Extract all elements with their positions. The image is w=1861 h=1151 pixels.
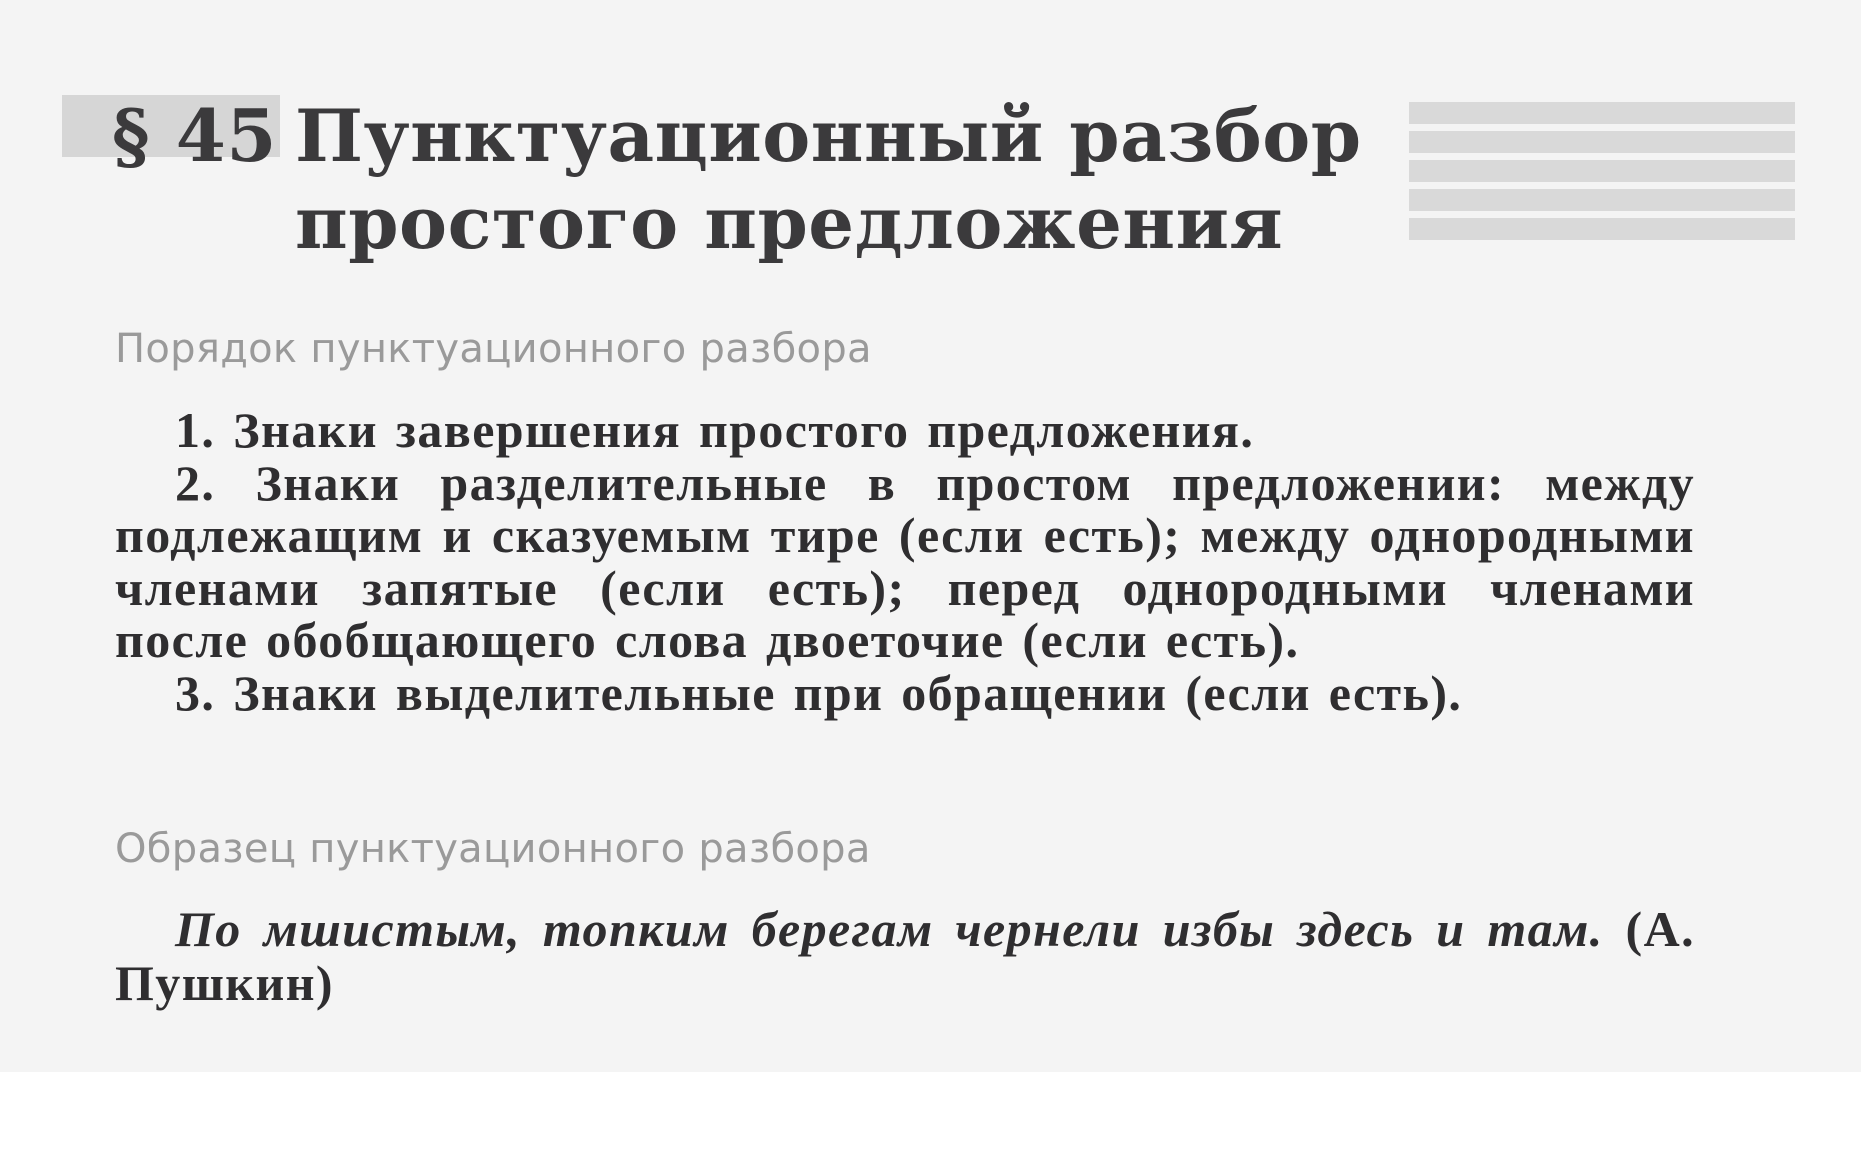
decorative-stripe [1409, 218, 1795, 240]
decorative-stripe [1409, 131, 1795, 153]
page-title [112, 92, 1362, 266]
decorative-stripes [1409, 102, 1795, 242]
decorative-stripe [1409, 102, 1795, 124]
order-item-2: 2. Знаки разделительные в простом предложении: между подлежащим и сказуемым тире (если есть); между однородными членами запятые (если есть); перед однородными членами после обобщающего слова двоеточие (если есть). [115, 454, 1695, 668]
sample-author: (А. Пушкин) [115, 901, 1696, 1011]
order-list [115, 404, 1695, 719]
order-item-1: 1. Знаки завершения простого предложения. [175, 402, 1255, 458]
decorative-stripe [1409, 189, 1795, 211]
title-line-1: Пунктуационный разбор [295, 93, 1362, 178]
sample-section-heading: Образец пунктуационного разбора [115, 826, 871, 872]
page-title-line-1 [112, 92, 1362, 179]
title-line-2: простого предложения [295, 180, 1284, 265]
order-section-heading: Порядок пунктуационного разбора [115, 326, 872, 372]
decorative-stripe [1409, 160, 1795, 182]
sample-example [115, 902, 1695, 1010]
order-item-3: 3. Знаки выделительные при обращении (если есть). [175, 664, 1463, 721]
sample-quote: По мшистым, топким берегам чернели избы здесь и там. [175, 901, 1604, 957]
paragraph-number: § 45 [112, 93, 277, 178]
